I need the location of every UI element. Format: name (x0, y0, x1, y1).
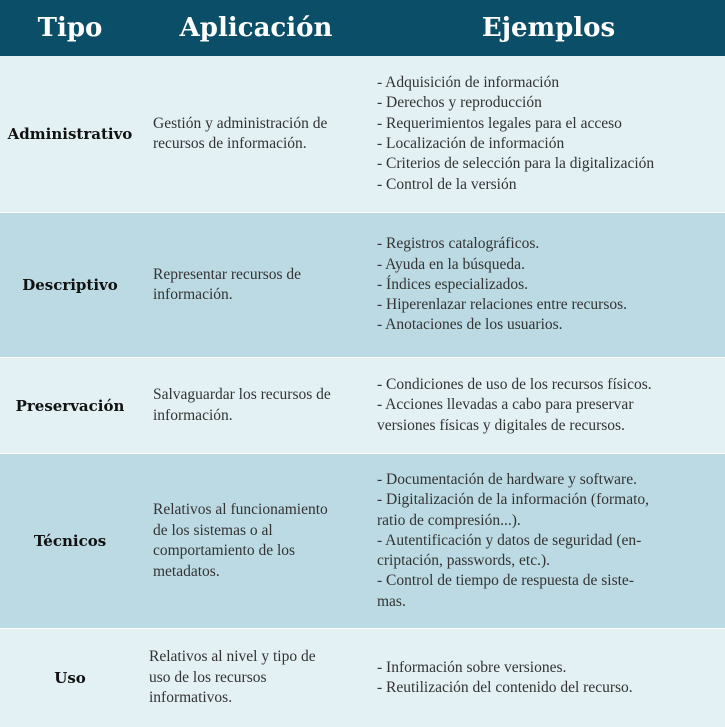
aplicacion-cell: Salvaguardar los recursos de información. (153, 386, 331, 424)
ejemplo-line: - Control de tiempo de respuesta de siste- (377, 572, 634, 590)
ejemplo-line: - Derechos y reproducción (377, 94, 542, 112)
table-header (0, 0, 725, 56)
ejemplo-line: mas. (377, 592, 406, 610)
table-row (0, 629, 725, 727)
table-row (0, 454, 725, 629)
tipo-cell: Preservación (15, 396, 125, 415)
tipo-cell: Administrativo (7, 125, 133, 143)
ejemplo-line: - Acciones llevadas a cabo para preservar (377, 396, 634, 414)
ejemplo-line: - Documentación de hardware y software. (377, 470, 637, 488)
ejemplo-line: - Criterios de selección para la digitalización (377, 155, 655, 173)
tipo-cell: Uso (54, 669, 86, 687)
ejemplo-line: - Digitalización de la información (formato, (377, 491, 650, 509)
ejemplo-line: - Ayuda en la búsqueda. (377, 255, 525, 273)
table-row (0, 358, 725, 454)
table-row (0, 56, 725, 213)
aplicacion-cell: Relativos al nivel y tipo de uso de los recursos informativos. (149, 648, 316, 707)
tipo-cell: Técnicos (33, 532, 107, 550)
ejemplo-line: - Adquisición de información (377, 74, 560, 92)
ejemplos-cell (372, 658, 725, 699)
tipo-cell: Descriptivo (22, 276, 118, 294)
header-aplicacion: Aplicación (179, 13, 333, 43)
ejemplo-line: - Registros catalográficos. (377, 235, 540, 253)
header-tipo: Tipo (37, 13, 103, 43)
ejemplo-line: - Requerimientos legales para el acceso (377, 114, 622, 132)
ejemplo-line: - Hiperenlazar relaciones entre recursos. (377, 296, 628, 314)
aplicacion-cell: Gestión y administración de recursos de información. (153, 114, 328, 152)
ejemplo-line: - Condiciones de uso de los recursos físicos. (377, 376, 652, 394)
ejemplo-line: versiones físicas y digitales de recursos. (377, 416, 625, 434)
aplicacion-cell: Representar recursos de información. (153, 265, 302, 303)
ejemplo-line: - Índices especializados. (377, 275, 529, 293)
ejemplo-line: - Localización de información (377, 135, 565, 152)
aplicacion-cell: Relativos al funcionamiento de los sistemas o al comportamiento de los metadatos. (153, 501, 328, 580)
table-row (0, 213, 725, 358)
ejemplos-cell (372, 234, 725, 335)
ejemplo-line: - Reutilización del contenido del recurso. (377, 679, 633, 696)
ejemplo-line: - Información sobre versiones. (377, 658, 567, 676)
ejemplo-line: - Control de la versión (377, 175, 517, 193)
ejemplos-cell (372, 470, 725, 612)
ejemplos-cell (372, 375, 725, 436)
ejemplo-line: criptación, passwords, etc.). (377, 552, 551, 570)
ejemplo-line: - Anotaciones de los usuarios. (377, 316, 563, 334)
ejemplos-cell (372, 73, 725, 195)
ejemplo-line: - Autentificación y datos de seguridad (en- (377, 531, 642, 549)
header-ejemplos: Ejemplos (481, 13, 616, 43)
ejemplo-line: ratio de compresión...). (377, 511, 521, 529)
